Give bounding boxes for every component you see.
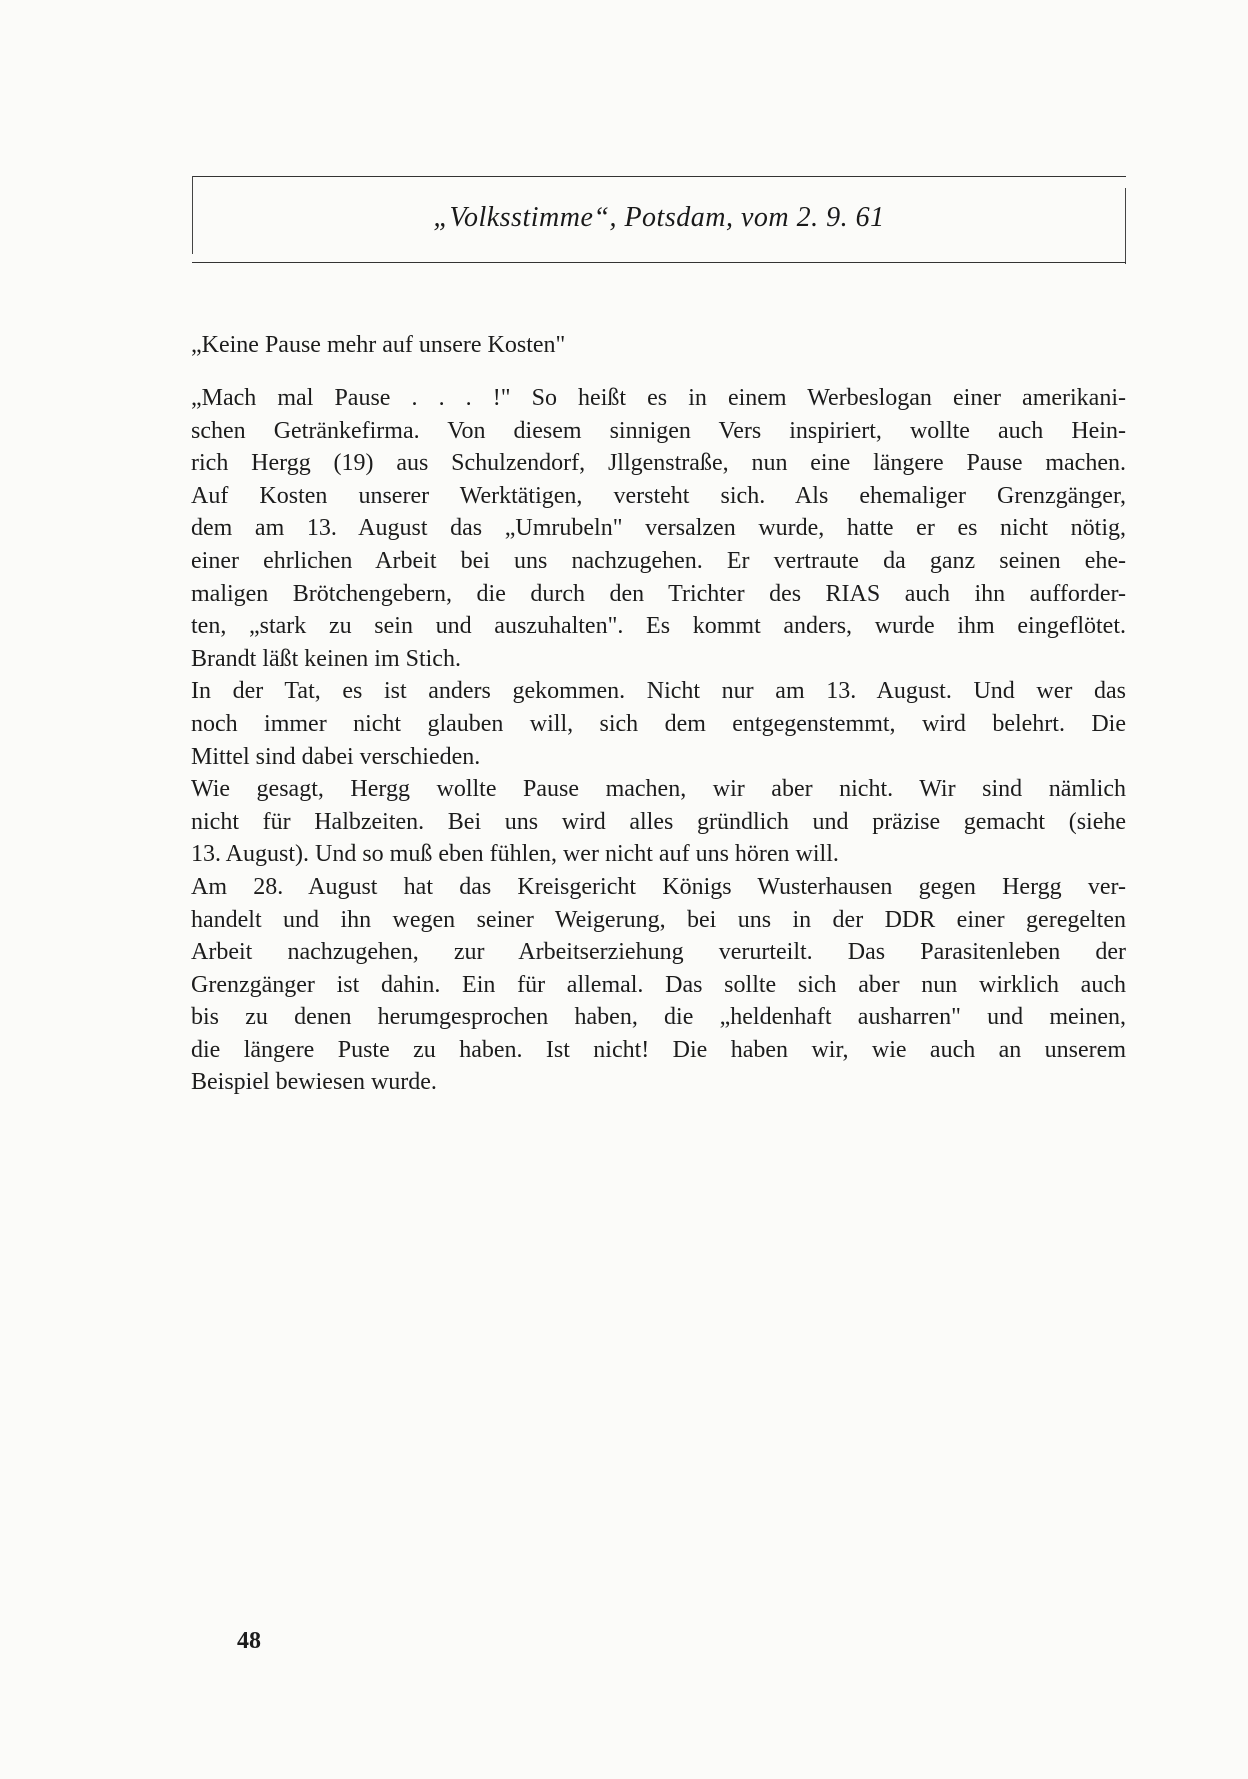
body-line: handelt und ihn wegen seiner Weigerung, bei uns in der DDR einer geregelten <box>191 906 1126 933</box>
source-title: „Volksstimme“, Potsdam, vom 2. 9. 61 <box>433 202 885 233</box>
header-bottom-rule <box>192 262 1126 263</box>
body-line: schen Getränkefirma. Von diesem sinnigen Vers inspiriert, wollte auch Hein- <box>191 417 1126 444</box>
body-line: bis zu denen herumgesprochen haben, die „heldenhaft ausharren" und meinen, <box>191 1004 1126 1031</box>
body-line: die längere Puste zu haben. Ist nicht! Die haben wir, wie auch an unserem <box>191 1036 1126 1063</box>
body-line: maligen Brötchengebern, die durch den Trichter des RIAS auch ihn aufforder- <box>191 580 1126 607</box>
source-header-box <box>192 176 1126 266</box>
body-line: einer ehrlichen Arbeit bei uns nachzugehen. Er vertraute da ganz seinen ehe- <box>191 547 1126 574</box>
body-line: ten, „stark zu sein und auszuhalten". Es kommt anders, wurde ihm eingeflötet. <box>191 613 1126 640</box>
article-headline: „Keine Pause mehr auf unsere Kosten" <box>191 332 566 358</box>
body-line: rich Hergg (19) aus Schulzendorf, Jllgenstraße, nun eine längere Pause machen. <box>191 450 1126 477</box>
body-line: Am 28. August hat das Kreisgericht Königs Wusterhausen gegen Hergg ver- <box>191 873 1126 900</box>
body-line: nicht für Halbzeiten. Bei uns wird alles gründlich und präzise gemacht (siehe <box>191 808 1126 835</box>
body-line: „Mach mal Pause . . . !" So heißt es in einem Werbeslogan einer amerikani- <box>191 385 1126 411</box>
body-line: Auf Kosten unserer Werktätigen, versteht sich. Als ehemaliger Grenzgänger, <box>191 482 1126 509</box>
body-line: dem am 13. August das „Umrubeln" versalzen wurde, hatte er es nicht nötig, <box>191 515 1126 542</box>
body-line: Beispiel bewiesen wurde. <box>191 1069 437 1096</box>
body-line: Grenzgänger ist dahin. Ein für allemal. Das sollte sich aber nun wirklich auch <box>191 971 1126 998</box>
body-line: Mittel sind dabei verschieden. <box>191 743 481 770</box>
body-line: Brandt läßt keinen im Stich. <box>191 645 461 672</box>
body-line: In der Tat, es ist anders gekommen. Nicht nur am 13. August. Und wer das <box>191 678 1126 705</box>
body-line: noch immer nicht glauben will, sich dem entgegenstemmt, wird belehrt. Die <box>191 710 1126 737</box>
article-body <box>191 382 1126 1099</box>
body-line: Wie gesagt, Hergg wollte Pause machen, wir aber nicht. Wir sind nämlich <box>191 776 1126 803</box>
body-line: 13. August). Und so muß eben fühlen, wer nicht auf uns hören will. <box>191 841 839 868</box>
body-line: Arbeit nachzugehen, zur Arbeitserziehung verurteilt. Das Parasitenleben der <box>191 939 1126 966</box>
page-number: 48 <box>237 1628 261 1654</box>
header-top-rule <box>192 176 1126 177</box>
